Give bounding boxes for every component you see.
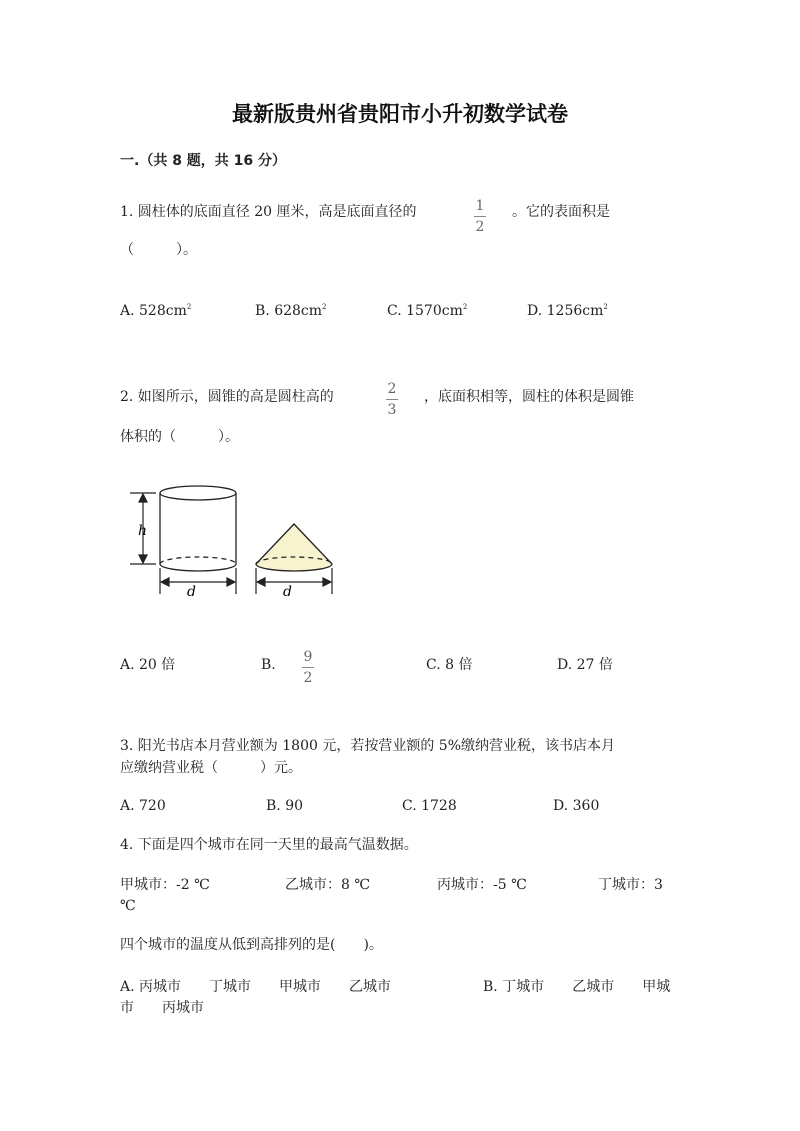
q1-text-a: 1. 圆柱体的底面直径 20 厘米，高是底面直径的 [120,204,417,220]
q2-line2: 体积的（ ）。 [120,429,239,445]
q4-city-yi: 乙城市：8 ℃ [285,877,371,893]
q3-option-c[interactable]: C. 1728 [402,798,457,814]
q2-optb-den: 2 [303,670,313,686]
q2-option-d[interactable]: D. 27 倍 [557,657,613,673]
q4-option-a[interactable]: A. 丙城市 丁城市 甲城市 乙城市 [120,979,392,995]
q4-question: 四个城市的温度从低到高排列的是( )。 [120,937,383,953]
q3-option-a[interactable]: A. 720 [120,798,166,814]
cylinder-diameter-arrow [160,568,236,594]
q1-frac-num: 1 [475,198,485,214]
q2-optb-num: 9 [303,649,313,665]
q2-frac-den: 3 [387,402,397,418]
q4-option-b-wrap[interactable]: 市 丙城市 [120,1000,204,1016]
q1-option-b[interactable]: B. $628cm^2$ [255,303,327,319]
q3-line2: 应缴纳营业税（ ）元。 [120,760,302,776]
q1-option-d[interactable]: D. $1256cm^2$ [527,303,608,319]
q2-option-c[interactable]: C. 8 倍 [426,657,473,673]
q2-option-b-fraction [302,649,314,686]
q1-fraction [474,198,486,235]
section-heading: 一.（共 8 题，共 16 分） [120,153,287,169]
q2-option-b[interactable]: B. [261,657,276,673]
q4-line1: 4. 下面是四个城市在同一天里的最高气温数据。 [120,837,418,853]
q4-city-jia: 甲城市：-2 ℃ [120,877,210,893]
q4-unit-wrap: ℃ [120,898,136,914]
cylinder [160,486,236,571]
q2-text-b: ，底面积相等，圆柱的体积是圆锥 [424,389,634,405]
q1-frac-den: 2 [475,219,485,235]
cone-diameter-arrow [256,568,332,594]
cylinder-cone-figure [126,478,346,603]
q2-option-a[interactable]: A. 20 倍 [120,657,176,673]
page-title: 最新版贵州省贵阳市小升初数学试卷 [232,102,568,126]
q4-option-b[interactable]: B. 丁城市 乙城市 甲城 [483,979,671,995]
q4-city-bing: 丙城市：-5 ℃ [437,877,527,893]
fig-label-d1: d [187,584,196,600]
fig-label-d2: d [283,584,292,600]
q1-option-a[interactable]: A. $528cm^2$ [120,303,192,319]
fig-label-h: h [138,523,148,539]
q1-option-c[interactable]: C. $1570cm^2$ [387,303,468,319]
q2-frac-num: 2 [387,381,397,397]
q3-option-b[interactable]: B. 90 [266,798,304,814]
q3-line1: 3. 阳光书店本月营业额为 1800 元，若按营业额的 5%缴纳营业税，该书店本月 [120,738,615,754]
cone [256,524,332,571]
q4-city-ding: 丁城市：3 [598,877,663,893]
q1-text-b: 。它的表面积是 [512,204,610,220]
q3-option-d[interactable]: D. 360 [553,798,600,814]
q1-line2: （ ）。 [120,242,197,258]
q2-fraction [386,381,398,418]
q2-text-a: 2. 如图所示，圆锥的高是圆柱高的 [120,389,334,405]
